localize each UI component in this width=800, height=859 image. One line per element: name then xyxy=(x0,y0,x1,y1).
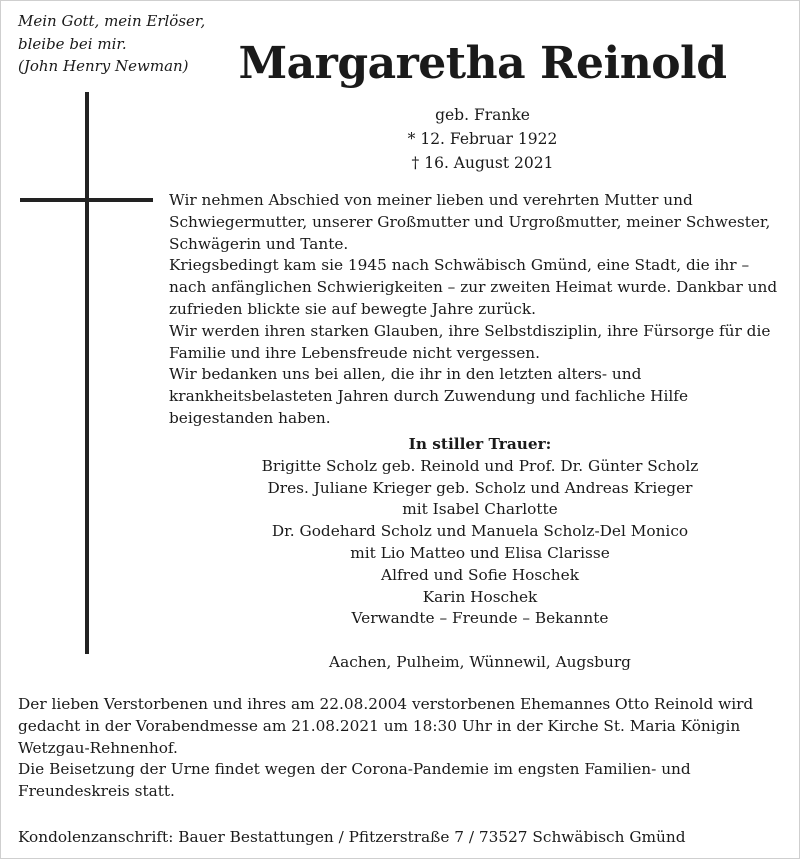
text-line: beigestanden haben. xyxy=(169,408,331,427)
text-line: Wir nehmen Abschied von meiner lieben und verehrten Mutter und xyxy=(169,191,693,209)
text-line: nach anfänglichen Schwierigkeiten – zur zweiten Heimat wurde. Dankbar und xyxy=(169,278,778,297)
text-line: krankheitsbelasteten Jahren durch Zuwendung und fachliche Hilfe xyxy=(169,387,689,406)
mourner-line: Dres. Juliane Krieger geb. Scholz und Andreas Krieger xyxy=(267,478,693,497)
text-line: Familie und ihre Lebensfreude nicht vergessen. xyxy=(169,343,540,362)
deceased-name: Margaretha Reinold xyxy=(238,38,727,89)
text-line: Schwiegermutter, unserer Großmutter und Urgroßmutter, meiner Schwester, xyxy=(169,212,771,231)
text-line: Der lieben Verstorbenen und ihres am 22.08.2004 verstorbenen Ehemannes Otto Reinold wird xyxy=(18,695,754,713)
life-dates xyxy=(320,103,645,175)
mourner-line: Dr. Godehard Scholz und Manuela Scholz-Del Monico xyxy=(271,522,689,541)
text-line: Wir bedanken uns bei allen, die ihr in den letzten alters- und xyxy=(169,365,642,384)
mourners-heading: In stiller Trauer: xyxy=(408,435,552,453)
text-line: Schwägerin und Tante. xyxy=(169,234,349,253)
motto-line: bleibe bei mir. xyxy=(18,34,127,53)
text-line: Wetzgau-Rehnenhof. xyxy=(18,738,178,757)
death-date: † 16. August 2021 xyxy=(411,154,554,172)
text-line: zufrieden blickte sie auf bewegte Jahre zurück. xyxy=(169,299,536,318)
mourner-line: Alfred und Sofie Hoschek xyxy=(381,565,579,584)
condolence-address: Kondolenzanschrift: Bauer Bestattungen / Pfitzerstraße 7 / 73527 Schwäbisch Gmünd xyxy=(18,828,686,846)
mourner-line: Karin Hoschek xyxy=(422,587,538,606)
mourners-places: Aachen, Pulheim, Wünnewil, Augsburg xyxy=(329,652,631,671)
text-line: Wir werden ihren starken Glauben, ihre Selbstdisziplin, ihre Fürsorge für die xyxy=(169,321,771,340)
mourner-line: mit Isabel Charlotte xyxy=(402,500,558,519)
mourner-line: Verwandte – Freunde – Bekannte xyxy=(351,609,609,628)
birth-name: geb. Franke xyxy=(435,106,530,124)
mourner-line: Brigitte Scholz geb. Reinold und Prof. Dr. Günter Scholz xyxy=(261,456,699,475)
text-line: Freundeskreis statt. xyxy=(18,782,175,801)
farewell-text xyxy=(169,190,789,430)
text-line: Kriegsbedingt kam sie 1945 nach Schwäbisch Gmünd, eine Stadt, die ihr – xyxy=(169,256,750,275)
mourner-line: mit Lio Matteo und Elisa Clarisse xyxy=(350,543,610,562)
motto-line: Mein Gott, mein Erlöser, xyxy=(18,12,206,30)
cross-vertical-bar xyxy=(85,92,89,654)
text-line: Die Beisetzung der Urne findet wegen der Corona-Pandemie im engsten Familien- und xyxy=(18,760,691,779)
motto-quote xyxy=(18,10,218,78)
motto-attribution: (John Henry Newman) xyxy=(18,57,189,75)
cross-horizontal-bar xyxy=(20,198,153,202)
birth-date: * 12. Februar 1922 xyxy=(407,130,558,148)
mourners-block xyxy=(170,434,790,674)
text-line: gedacht in der Vorabendmesse am 21.08.2021 um 18:30 Uhr in der Kirche St. Maria Königin xyxy=(18,716,741,735)
memorial-mass-text xyxy=(18,694,788,803)
